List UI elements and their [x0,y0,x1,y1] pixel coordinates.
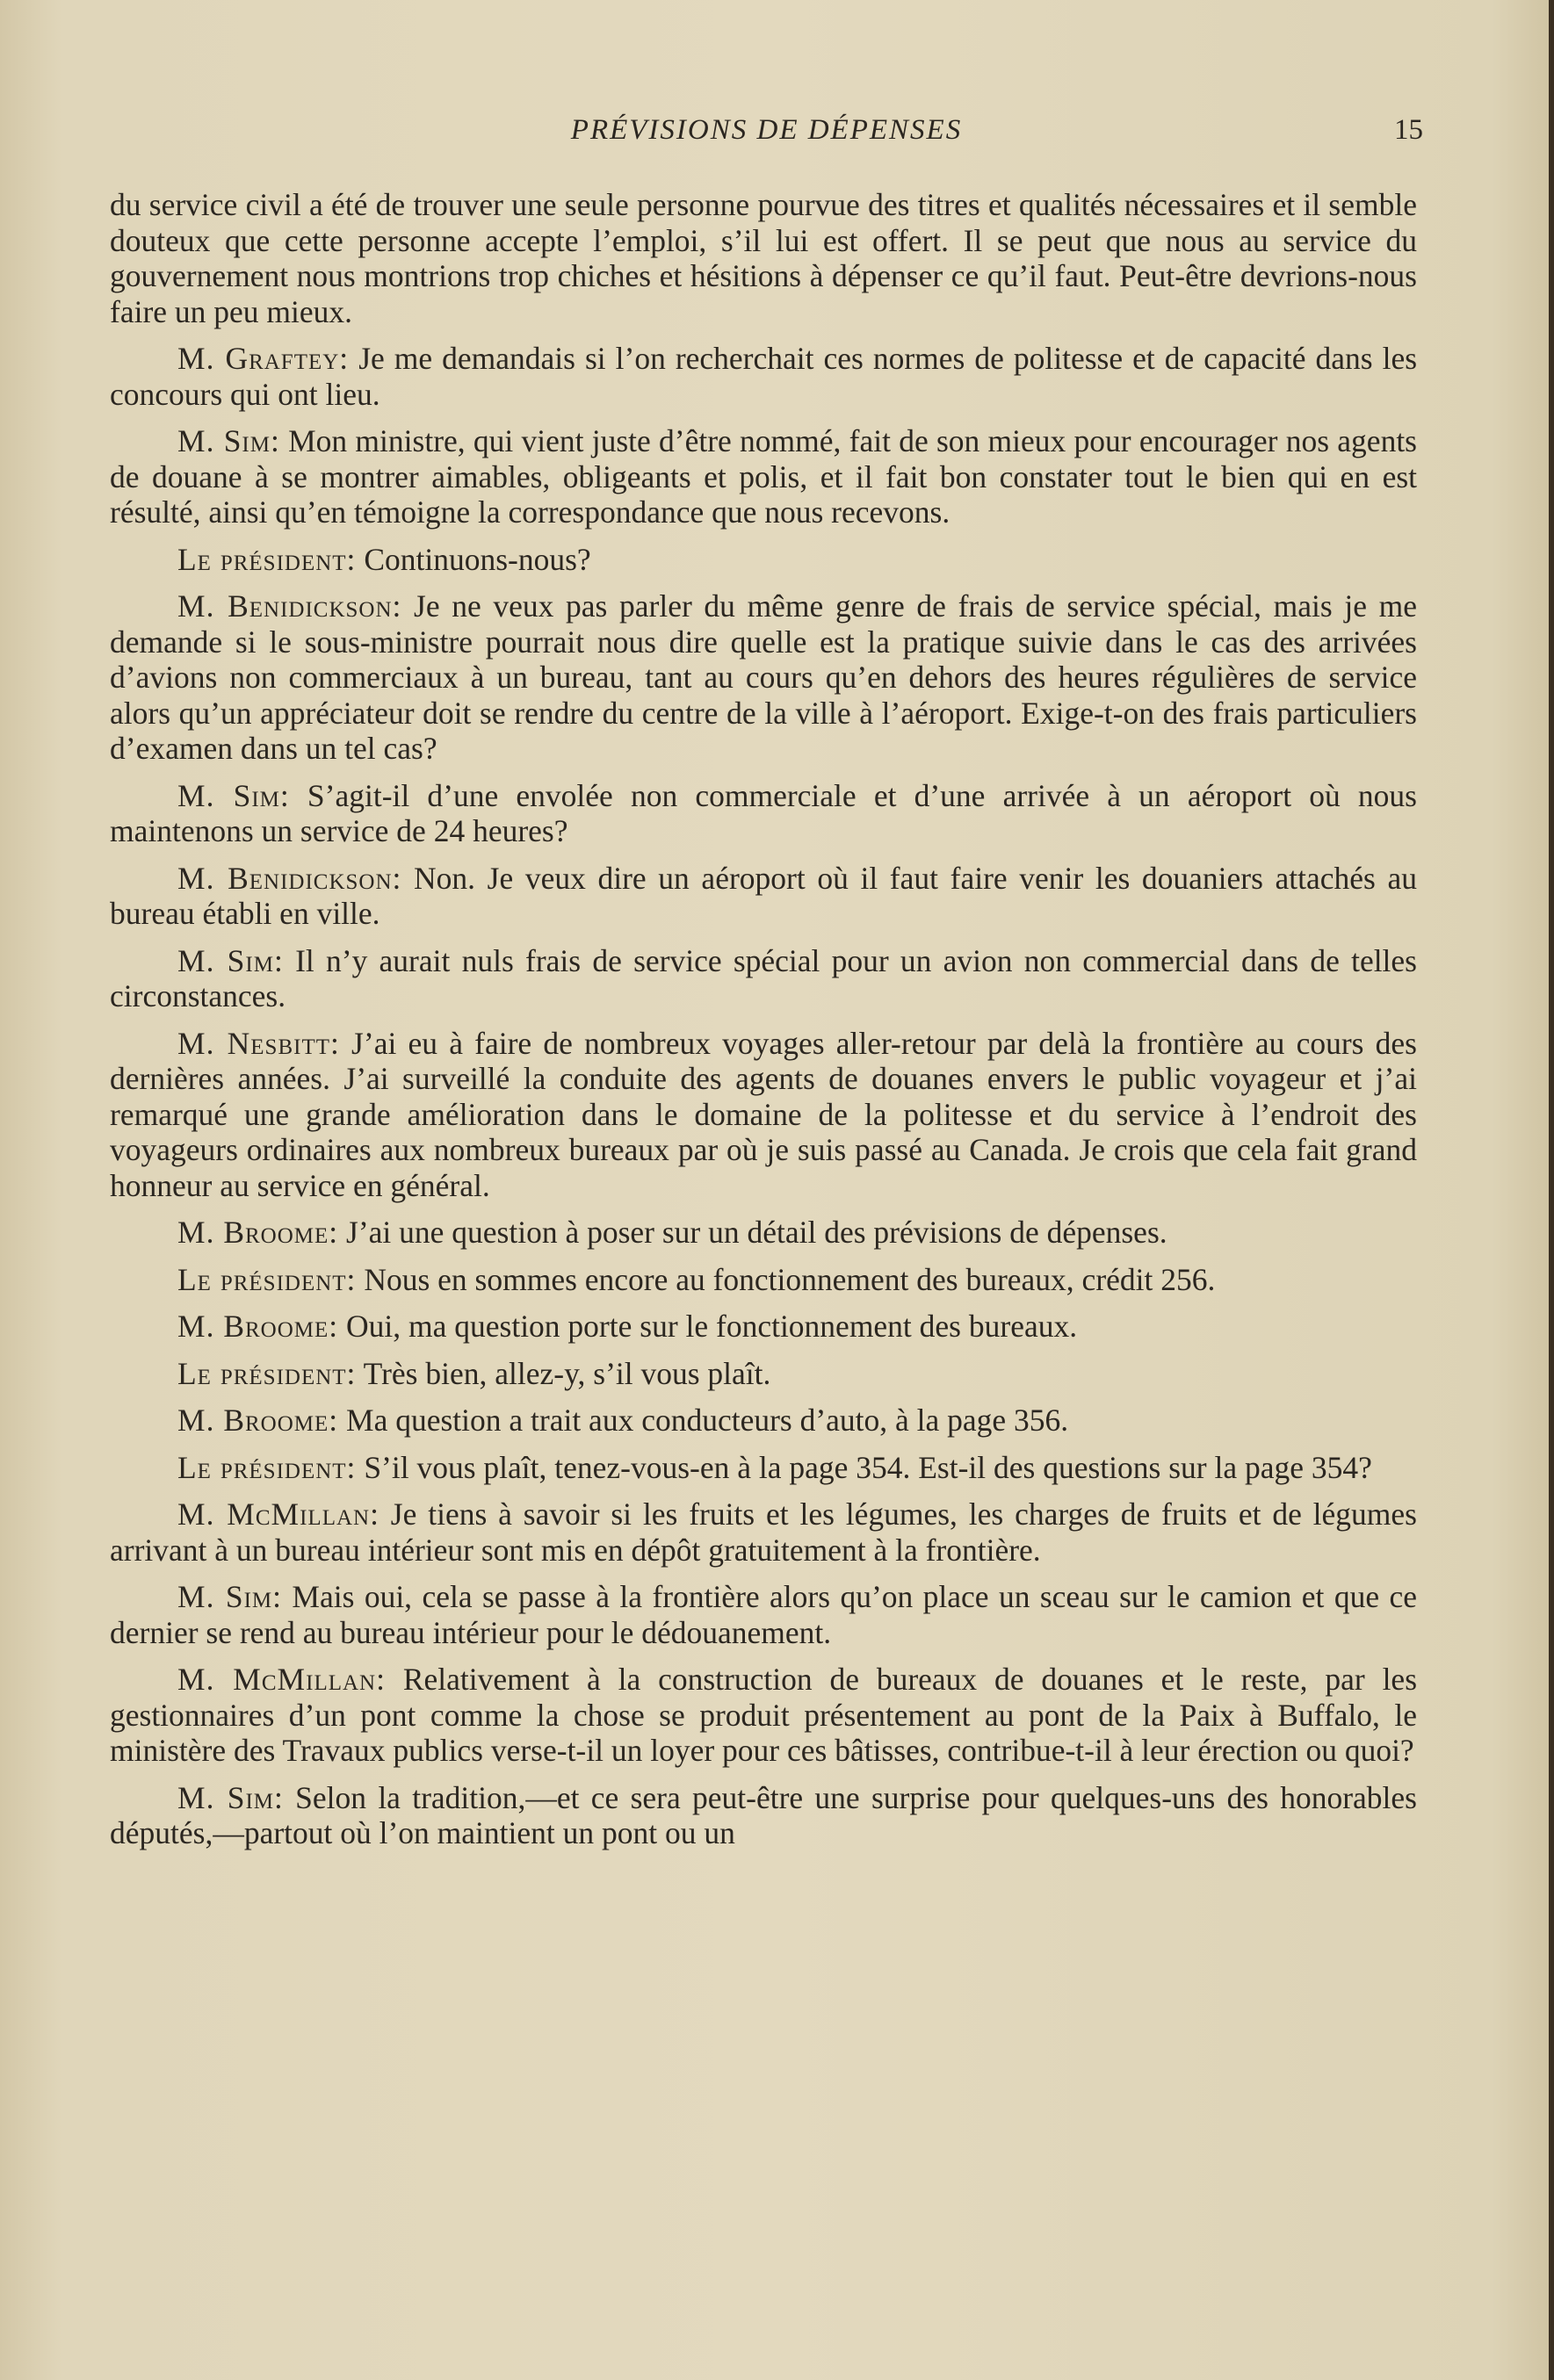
running-title: PRÉVISIONS DE DÉPENSES [570,114,963,146]
speaker-name: M. Sim: [177,777,290,813]
page-header [110,114,1423,153]
paragraph-text: Mon ministre, qui vient juste d’être nommé, fait de son mieux pour encourager nos agents de douane à se montrer aimables, obligeants et polis, et il fait bon constater tout le bien qui en est résulté, ainsi qu’en témoigne la correspondance que nous recevons. [110,423,1417,530]
paragraph [110,1497,1417,1568]
paragraph [110,1215,1417,1251]
speaker-name: M. Benidickson: [177,860,402,896]
paragraph-text: Je me demandais si l’on recherchait ces normes de politesse et de capacité dans les concours qui ont lieu. [110,341,1418,412]
speaker-name: Le président: [177,541,357,577]
paragraph-text: Selon la tradition,—et ce sera peut-être une surprise pour quelques-uns des honorables députés,—partout où l’on maintient un pont ou un [110,1779,1417,1850]
paragraph [110,861,1417,932]
paragraph-text: Très bien, allez-y, s’il vous plaît. [356,1355,771,1391]
body-text [110,187,1417,1863]
paragraph [110,341,1417,412]
paragraph [110,542,1417,578]
speaker-name: Le président: [177,1355,357,1391]
paragraph-text: Je ne veux pas parler du même genre de frais de service spécial, mais je me demande si le sous-ministre pourrait nous dire quelle est la pratique suivie dans le cas des arrivées d’avions non commerciaux à un bureau, tant au cours qu’en dehors des heures régulières de service alors qu’un appréciateur doit se rendre du centre de la ville à l’aéroport. Exige-t-on des frais particuliers d’examen dans un tel cas? [110,588,1417,766]
paragraph-text: Nous en sommes encore au fonctionnement des bureaux, crédit 256. [356,1261,1216,1297]
speaker-name: M. Sim: [177,423,280,458]
paragraph [110,943,1417,1014]
paragraph [110,1356,1417,1392]
paragraph [110,1450,1417,1486]
paragraph-text: Ma question a trait aux conducteurs d’auto, à la page 356. [338,1403,1069,1438]
speaker-name: Le président: [177,1261,357,1297]
paragraph-text: Oui, ma question porte sur le fonctionnement des bureaux. [338,1309,1078,1344]
paragraph-text: J’ai une question à poser sur un détail des prévisions de dépenses. [338,1215,1167,1250]
paragraph-text: Relativement à la construction de bureaux de douanes et le reste, par les gestionnaires d’un pont comme la chose se produit présentement au pont de la Paix à Buffalo, le ministère des Travaux publics verse-t-il un loyer pour ces bâtisses, contribue-t-il à leur érection ou quoi? [110,1662,1418,1768]
paragraph-text: Mais oui, cela se passe à la frontière alors qu’on place un sceau sur le camion et que ce dernier se rend au bureau intérieur pour le dédouanement. [110,1579,1417,1650]
paragraph-text: Il n’y aurait nuls frais de service spécial pour un avion non commercial dans de telles circonstances. [110,942,1417,1013]
paragraph [110,1309,1417,1345]
speaker-name: M. Benidickson: [177,588,402,624]
page-number: 15 [1394,114,1423,146]
speaker-name: M. Sim: [177,1579,283,1614]
speaker-name: M. Graftey: [177,341,350,376]
speaker-name: M. Nesbitt: [177,1025,340,1061]
paragraph [110,1403,1417,1439]
page-edge [1549,0,1554,2380]
speaker-name: M. Broome: [177,1309,339,1344]
speaker-name: M. Broome: [177,1215,339,1250]
speaker-name: Le président: [177,1449,357,1485]
paragraph [110,1026,1417,1204]
speaker-name: M. Sim: [177,942,284,978]
paragraph [110,423,1417,530]
speaker-name: M. Broome: [177,1403,339,1438]
paragraph [110,778,1417,849]
paragraph [110,1662,1417,1769]
paragraph-text: Continuons-nous? [356,541,591,577]
speaker-name: M. Sim: [177,1779,284,1815]
speaker-name: M. McMillan: [177,1662,386,1697]
paragraph [110,1579,1417,1650]
paragraph-text: du service civil a été de trouver une seule personne pourvue des titres et qualités nécessaires et il semble douteux que cette personne accepte l’emploi, s’il lui est offert. Il se peut que nous au service du gouvernement nous montrions trop chiches et hésitions à dépenser ce qu’il faut. Peut-être devrions-nous faire un peu mieux. [110,187,1417,329]
paragraph-text: J’ai eu à faire de nombreux voyages aller-retour par delà la frontière au cours des dernières années. J’ai surveillé la conduite des agents de douanes envers le public voyageur et j’ai remarqué une grande amélioration dans le domaine de la politesse et du service à l’endroit des voyageurs ordinaires aux nombreux bureaux par où je suis passé au Canada. Je crois que cela fait grand honneur au service en général. [110,1025,1417,1203]
paragraph-text: S’il vous plaît, tenez-vous-en à la page 354. Est-il des questions sur la page 354? [356,1449,1372,1485]
paragraph-text: Non. Je veux dire un aéroport où il faut faire venir les douaniers attachés au bureau établi en ville. [110,860,1417,931]
paragraph-text: Je tiens à savoir si les fruits et les légumes, les charges de fruits et de légumes arrivant à un bureau intérieur sont mis en dépôt gratuitement à la frontière. [110,1497,1417,1568]
speaker-name: M. McMillan: [177,1497,379,1532]
paragraph [110,588,1417,767]
paragraph [110,1780,1417,1851]
paragraph-text: S’agit-il d’une envolée non commerciale et d’une arrivée à un aéroport où nous maintenons un service de 24 heures? [110,777,1417,848]
paragraph [110,187,1417,329]
paragraph [110,1262,1417,1298]
